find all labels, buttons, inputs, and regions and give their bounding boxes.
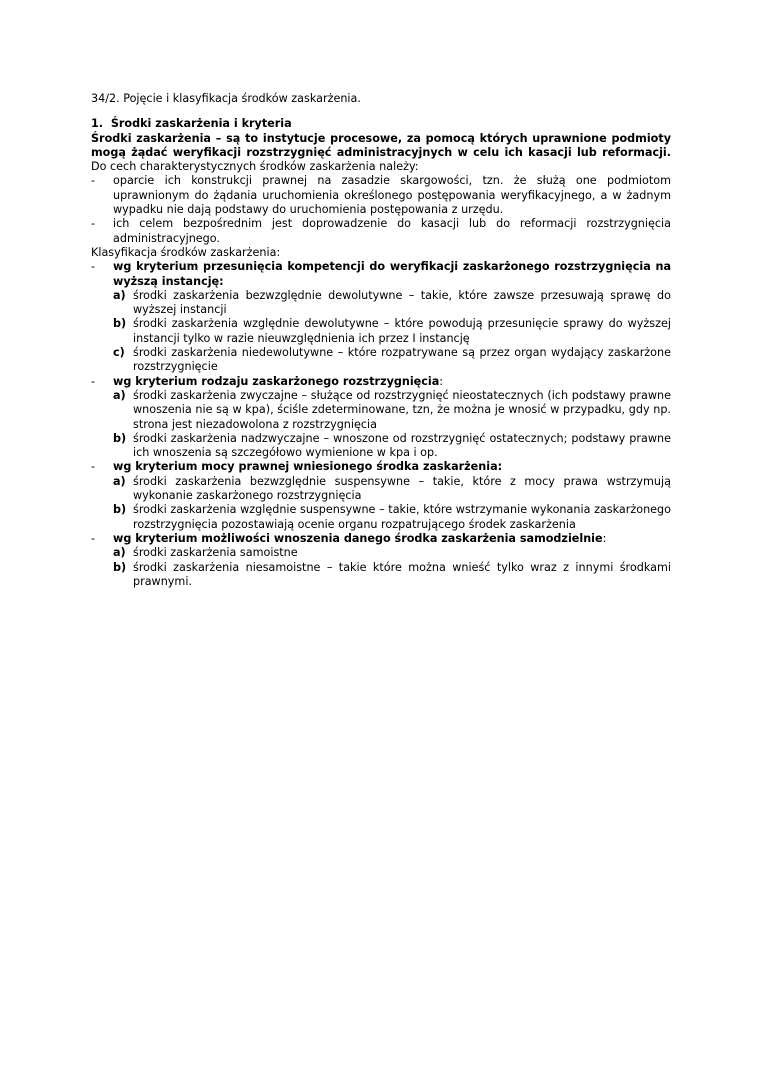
document-content <box>91 92 671 589</box>
sub-item-label: a) <box>113 388 126 402</box>
sub-item <box>113 503 671 532</box>
criterion-heading <box>113 260 671 289</box>
criterion-item <box>91 375 671 461</box>
sub-item-label: a) <box>113 474 126 488</box>
section-title: Środki zaskarżenia i kryteria <box>110 117 292 131</box>
dash-bullet: - <box>91 174 96 188</box>
dash-bullet: - <box>91 531 96 545</box>
section-number: 1. <box>91 117 104 131</box>
criterion-sublist <box>113 546 671 589</box>
sub-item <box>113 475 671 504</box>
criterion-title: wg kryterium mocy prawnej wniesionego środka zaskarżenia: <box>113 460 503 474</box>
sub-item-label: c) <box>113 346 125 360</box>
sub-item <box>113 346 671 375</box>
dash-bullet: - <box>91 260 96 274</box>
dash-bullet: - <box>91 460 96 474</box>
sub-item <box>113 432 671 461</box>
definition-rest: Do cech charakterystycznych środków zaskarżenia należy: <box>91 160 419 174</box>
sub-item <box>113 546 671 560</box>
criterion-heading <box>113 375 671 389</box>
criterion-title: wg kryterium rodzaju zaskarżonego rozstrzygnięcia <box>113 374 440 388</box>
sub-item-text: środki zaskarżenia względnie dewolutywne – które powodują przesunięcie sprawy do wyższej instancji tylko w razie nieuwzględnienia ich przez I instancję <box>133 317 671 345</box>
criterion-heading <box>113 532 671 546</box>
sub-item-text: środki zaskarżenia niesamoistne – takie które można wnieść tylko wraz z innymi środkami prawnymi. <box>133 560 671 588</box>
criterion-suffix: : <box>439 374 444 388</box>
sub-item-text: środki zaskarżenia zwyczajne – służące od rozstrzygnięć nieostatecznych (ich podstawy prawne wnoszenia nie są w kpa), ściśle zdeterminowane, tzn, że można je wnosić w przypadku, gdy np. strona jest niezadowolona z rozstrzygnięcia <box>133 388 671 431</box>
feature-item <box>91 217 671 246</box>
criterion-title: wg kryterium przesunięcia kompetencji do weryfikacji zaskarżonego rozstrzygnięcia na wyższą instancję: <box>113 260 671 288</box>
dash-bullet: - <box>91 374 96 388</box>
criterion-sublist <box>113 389 671 460</box>
sub-item-label: a) <box>113 288 126 302</box>
definition-paragraph <box>91 132 671 175</box>
sub-item-text: środki zaskarżenia bezwzględnie suspensywne – takie, które z mocy prawa wstrzymują wykonanie zaskarżonego rozstrzygnięcia <box>133 474 671 503</box>
sub-item <box>113 317 671 346</box>
criterion-item <box>91 460 671 531</box>
criterion-heading <box>113 460 671 474</box>
criterion-title: wg kryterium możliwości wnoszenia danego środka zaskarżenia samodzielnie <box>113 531 603 545</box>
sub-item-text: środki zaskarżenia samoistne <box>133 546 298 560</box>
feature-text: oparcie ich konstrukcji prawnej na zasadzie skargowości, tzn. że służą one podmiotom uprawnionym do żądania uruchomienia określonego postępowania weryfikacyjnego, a w żadnym wypadku nie dają podstawy do uruchomienia postępowania z urzędu. <box>113 174 671 217</box>
sub-item-text: środki zaskarżenia nadzwyczajne – wnoszone od rozstrzygnięć ostatecznych; podstawy prawne ich wnoszenia są szczegółowo wymienione w kpa i op. <box>133 431 671 460</box>
criteria-list <box>91 260 671 589</box>
sub-item-label: b) <box>113 560 127 574</box>
sub-item-text: środki zaskarżenia bezwzględnie dewolutywne – takie, które zawsze przesuwają sprawę do wyższej instancji <box>133 288 671 317</box>
features-list <box>91 174 671 245</box>
classification-intro: Klasyfikacja środków zaskarżenia: <box>91 245 281 259</box>
sub-item-text: środki zaskarżenia niedewolutywne – które rozpatrywane są przez organ wydający zaskarżone rozstrzygnięcie <box>133 346 671 374</box>
dash-bullet: - <box>91 217 96 231</box>
section-heading <box>91 117 671 131</box>
sub-item <box>113 289 671 318</box>
criterion-item <box>91 260 671 374</box>
sub-item-label: a) <box>113 546 126 560</box>
definition-bold: Środki zaskarżenia – są to instytucje procesowe, za pomocą których uprawnione podmioty mogą żądać weryfikacji rozstrzygnięć administracyjnych w celu ich kasacji lub reformacji. <box>91 131 671 159</box>
document-title: 34/2. Pojęcie i klasyfikacja środków zaskarżenia. <box>91 92 361 105</box>
criterion-sublist <box>113 289 671 375</box>
criterion-suffix: : <box>602 531 607 545</box>
sub-item <box>113 561 671 590</box>
criterion-item <box>91 532 671 589</box>
feature-item <box>91 174 671 217</box>
feature-text: ich celem bezpośrednim jest doprowadzenie do kasacji lub do reformacji rozstrzygnięcia administracyjnego. <box>113 217 671 245</box>
sub-item-label: b) <box>113 317 127 331</box>
sub-item-text: środki zaskarżenia względnie suspensywne – takie, które wstrzymanie wykonania zaskarżonego rozstrzygnięcia pozostawiają ocenie organu rozpatrującego środek zaskarżenia <box>133 503 671 531</box>
sub-item-label: b) <box>113 503 127 517</box>
sub-item-label: b) <box>113 431 127 445</box>
criterion-sublist <box>113 475 671 532</box>
sub-item <box>113 389 671 432</box>
